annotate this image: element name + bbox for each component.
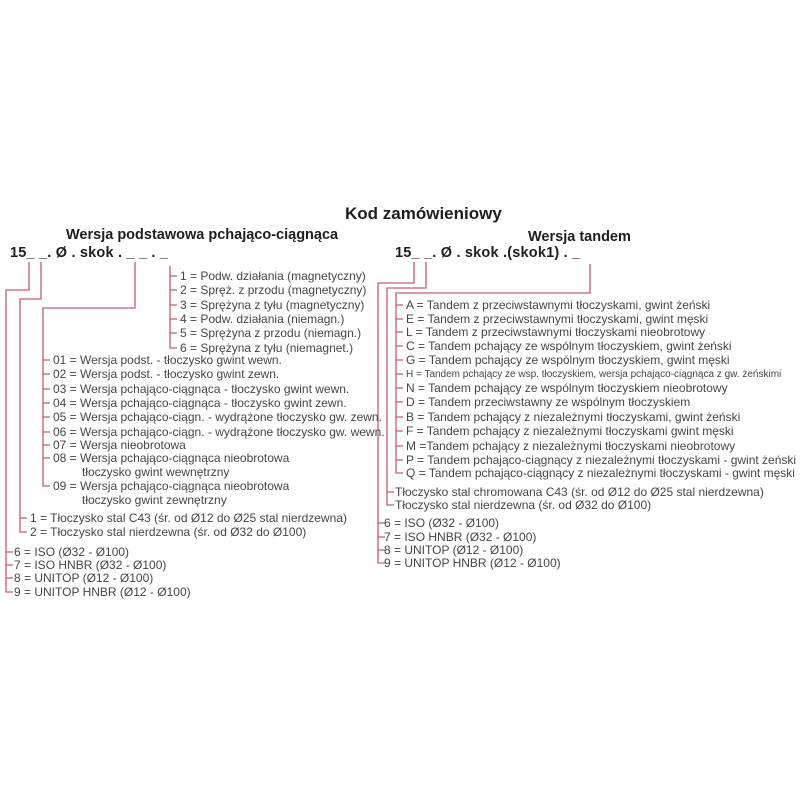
right-order-code: 15_ _. Ø . skok .(skok1) . _: [395, 245, 581, 261]
right-tandem-option: B = Tandem pchający z niezależnymi tłoczyskami, gwint żeński: [406, 410, 741, 424]
right-series-option: 7 = ISO HNBR (Ø32 - Ø100): [384, 530, 537, 544]
page-title: Kod zamówieniowy: [345, 204, 502, 223]
right-series-option: 8 = UNITOP (Ø12 - Ø100): [384, 543, 524, 557]
left-series-option: 7 = ISO HNBR (Ø32 - Ø100): [14, 558, 167, 572]
right-rod-option: Tłoczysko stal nierdzewna (śr. od Ø32 do Ø100): [395, 498, 652, 512]
left-version-option: 08 = Wersja pchająco-ciągnąca nieobrotowa: [53, 451, 290, 465]
left-spring-option: 3 = Sprężyna z tyłu (magnetyczny): [180, 298, 365, 312]
right-tandem-option: Q = Tandem pchająco-ciągnący z niezależnymi tłoczyskami - gwint męski: [406, 466, 795, 480]
left-spring-option: 2 = Spręż. z przodu (magnetyczny): [180, 283, 367, 297]
left-section-header: Wersja podstawowa pchająco-ciągnąca: [66, 227, 339, 243]
left-order-code: 15_ _. Ø . skok . _ _ . _: [10, 245, 169, 261]
left-version-option: 05 = Wersja pchająco-ciągn. - wydrążone tłoczysko gw. zewn.: [53, 410, 382, 424]
right-tandem-option: A = Tandem z przeciwstawnymi tłoczyskami, gwint żeński: [406, 298, 711, 312]
right-series-option: 6 = ISO (Ø32 - Ø100): [384, 516, 500, 530]
left-spring-option: 4 = Podw. działania (niemagn.): [180, 312, 345, 326]
right-tandem-option: H = Tandem pchający ze wsp. tłoczyskiem, wersja pchająco-ciągnąca z gw. żeńskimi: [406, 369, 782, 380]
right-section-header: Wersja tandem: [528, 229, 631, 245]
left-version-option: 01 = Wersja podst. - tłoczysko gwint wewn.: [53, 353, 282, 367]
left-version-option: 06 = Wersja pchająco-ciągn. - wydrążone tłoczysko gw. wewn.: [53, 425, 385, 439]
left-version-option: 04 = Wersja pchająco-ciągnąca - tłoczysko gwint zewn.: [53, 396, 347, 410]
left-series-option: 8 = UNITOP (Ø12 - Ø100): [14, 571, 154, 585]
left-spring-option: 6 = Sprężyna z tyłu (niemagnet.): [180, 341, 354, 355]
right-tandem-option: E = Tandem z przeciwstawnymi tłoczyskami, gwint męski: [406, 312, 709, 326]
right-tandem-option: M =Tandem pchający z niezależnymi tłoczyskami nieobrotowy: [406, 439, 736, 453]
left-rod-option: 1 = Tłoczysko stal C43 (śr. od Ø12 do Ø25 stal nierdzewna): [30, 511, 347, 525]
left-series-option: 6 = ISO (Ø32 - Ø100): [14, 545, 130, 559]
right-tandem-option: L = Tandem z przeciwstawnymi tłoczyskami nieobrotowy: [406, 325, 706, 339]
left-rod-option: 2 = Tłoczysko stal nierdzewna (śr. od Ø32 do Ø100): [30, 525, 307, 539]
left-version-option: 03 = Wersja pchająco-ciągnąca - tłoczysko gwint wewn.: [53, 382, 350, 396]
left-series-option: 9 = UNITOP HNBR (Ø12 - Ø100): [14, 585, 191, 599]
left-version-option-continuation: tłoczysko gwint wewnętrzny: [82, 465, 230, 479]
left-version-option: 07 = Wersja nieobrotowa: [53, 438, 186, 452]
left-version-option: 09 = Wersja pchająco-ciągnąca nieobrotowa: [53, 479, 290, 493]
right-tandem-option: F = Tandem pchający z niezależnymi tłoczyskami gwint męski: [406, 424, 734, 438]
right-rod-option: Tłoczysko stal chromowana C43 (śr. od Ø12 do Ø25 stal nierdzewna): [395, 485, 764, 499]
right-tandem-option: N = Tandem pchający ze wspólnym tłoczyskiem nieobrotowy: [406, 381, 728, 395]
right-tandem-option: C = Tandem pchający ze wspólnym tłoczyskiem, gwint żeński: [406, 339, 732, 353]
left-version-option-continuation: tłoczysko gwint zewnętrzny: [82, 493, 227, 507]
right-tandem-option: G = Tandem pchający ze wspólnym tłoczyskiem, gwint męski: [406, 353, 730, 367]
left-spring-option: 5 = Sprężyna z przodu (niemagn.): [180, 326, 362, 340]
right-tandem-option: P = Tandem pchająco-ciągnący z niezależnymi tłoczyskami - gwint żeński: [406, 453, 797, 467]
right-tandem-option: D = Tandem przeciwstawny ze wspólnym tłoczyskiem: [406, 395, 691, 409]
left-version-option: 02 = Wersja podst. - tłoczysko gwint zewn.: [53, 367, 280, 381]
right-series-option: 9 = UNITOP HNBR (Ø12 - Ø100): [384, 556, 561, 570]
left-spring-option: 1 = Podw. działania (magnetyczny): [180, 269, 366, 283]
